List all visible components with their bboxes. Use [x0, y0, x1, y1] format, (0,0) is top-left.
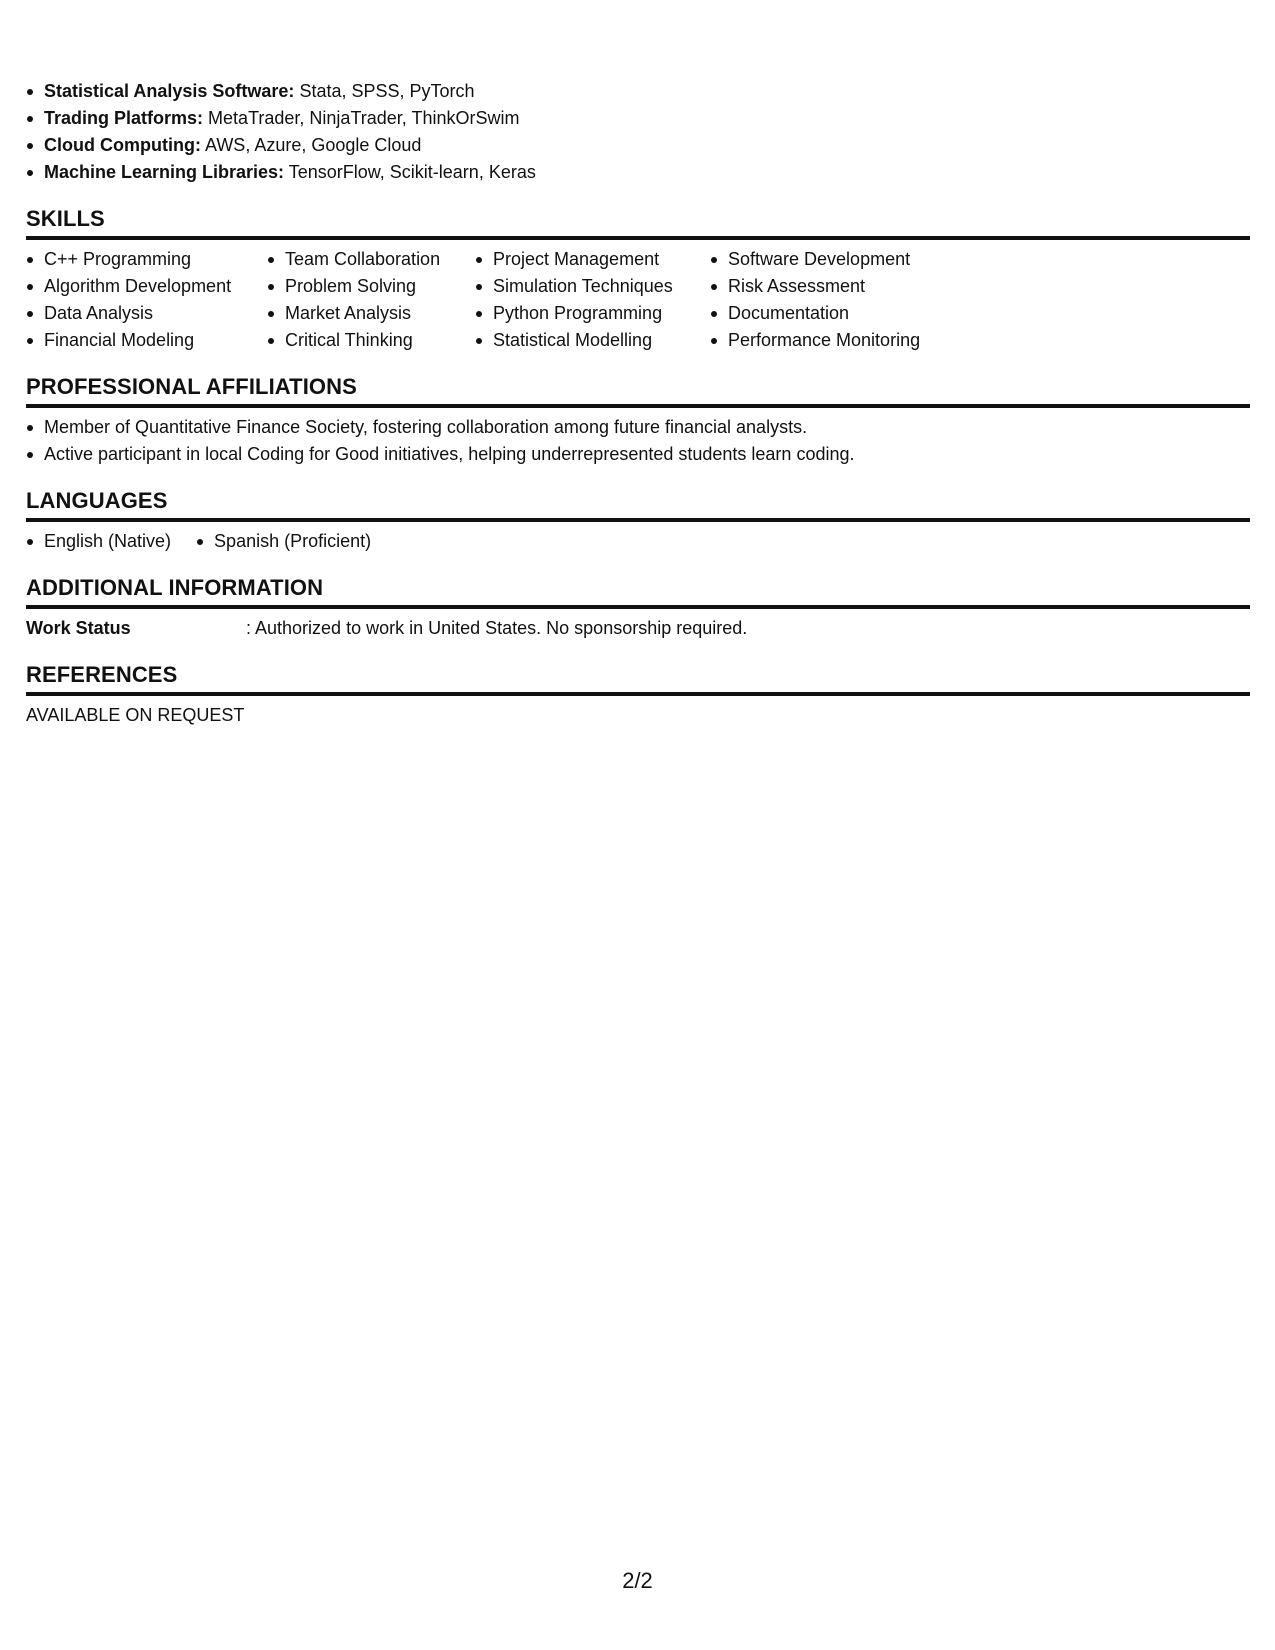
section-heading: LANGUAGES — [26, 488, 1250, 522]
references-text: AVAILABLE ON REQUEST — [26, 705, 245, 725]
skill-item: Performance Monitoring — [710, 327, 950, 354]
list-item — [26, 132, 1250, 159]
list-item — [26, 105, 1250, 132]
skills-grid — [26, 246, 1250, 354]
skill-item: Market Analysis — [267, 300, 475, 327]
skill-item: Team Collaboration — [267, 246, 475, 273]
section-heading: PROFESSIONAL AFFILIATIONS — [26, 374, 1250, 408]
skill-item: Project Management — [475, 246, 710, 273]
languages-section — [26, 488, 1250, 555]
work-status-row — [26, 615, 1250, 642]
references-section — [26, 662, 1250, 729]
language-item: Spanish (Proficient) — [196, 528, 371, 555]
tool-category-value: Stata, SPSS, PyTorch — [299, 81, 475, 101]
list-item — [26, 159, 1250, 186]
affiliation-item: Active participant in local Coding for Good initiatives, helping underrepresented students learn coding. — [26, 441, 1250, 468]
section-heading: REFERENCES — [26, 662, 1250, 696]
skills-column — [267, 246, 475, 354]
languages-list — [26, 528, 1250, 555]
skill-item: Critical Thinking — [267, 327, 475, 354]
resume-page — [26, 78, 1250, 729]
tool-category-value: MetaTrader, NinjaTrader, ThinkOrSwim — [208, 108, 520, 128]
tool-category-value: AWS, Azure, Google Cloud — [204, 135, 422, 155]
section-heading: SKILLS — [26, 206, 1250, 240]
skill-item: Algorithm Development — [26, 273, 267, 300]
tool-category-label: Machine Learning Libraries: — [44, 162, 285, 182]
skills-section — [26, 206, 1250, 354]
skill-item: Statistical Modelling — [475, 327, 710, 354]
skill-item: Simulation Techniques — [475, 273, 710, 300]
affiliation-item: Member of Quantitative Finance Society, fostering collaboration among future financial analysts. — [26, 414, 1250, 441]
skills-column — [475, 246, 710, 354]
tool-category-label: Statistical Analysis Software: — [44, 81, 295, 101]
work-status-value: : Authorized to work in United States. No sponsorship required. — [246, 618, 748, 638]
section-heading: ADDITIONAL INFORMATION — [26, 575, 1250, 609]
tool-category-label: Trading Platforms: — [44, 108, 204, 128]
list-item — [26, 78, 1250, 105]
additional-info-section — [26, 575, 1250, 642]
skills-column — [26, 246, 267, 354]
affiliations-section — [26, 374, 1250, 468]
skill-item: Financial Modeling — [26, 327, 267, 354]
page-number: 2/2 — [622, 1568, 653, 1593]
tool-category-value: TensorFlow, Scikit-learn, Keras — [288, 162, 536, 182]
tool-category-label: Cloud Computing: — [44, 135, 201, 155]
work-status-label: Work Status — [26, 618, 131, 638]
skill-item: Software Development — [710, 246, 950, 273]
tools-list — [26, 78, 1250, 186]
skill-item: Data Analysis — [26, 300, 267, 327]
skills-column — [710, 246, 950, 354]
skill-item: Risk Assessment — [710, 273, 950, 300]
skill-item: Python Programming — [475, 300, 710, 327]
skill-item: C++ Programming — [26, 246, 267, 273]
skill-item: Documentation — [710, 300, 950, 327]
language-item: English (Native) — [26, 528, 171, 555]
affiliations-list — [26, 414, 1250, 468]
skill-item: Problem Solving — [267, 273, 475, 300]
